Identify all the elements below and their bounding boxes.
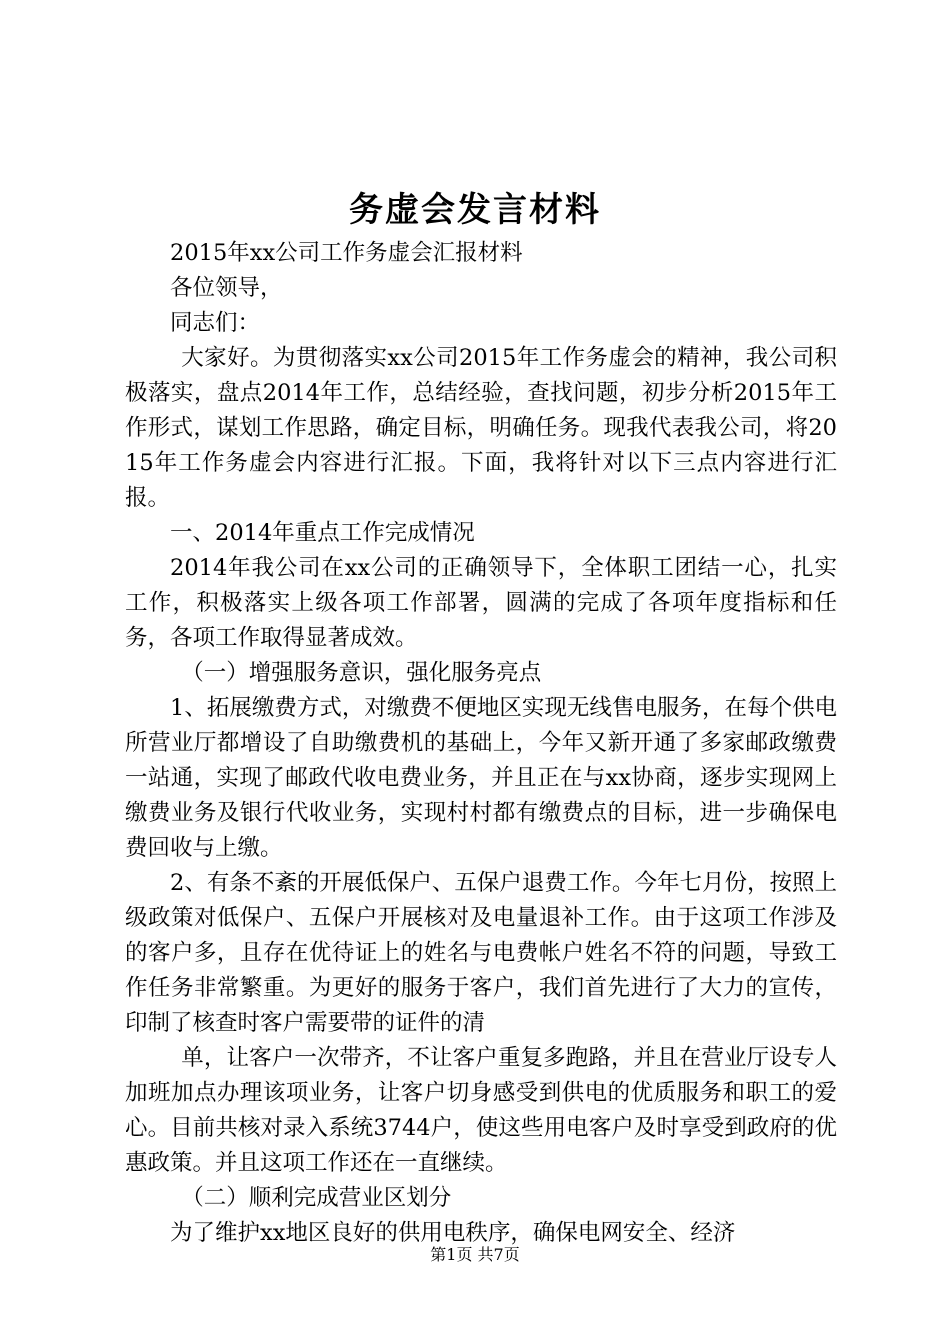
body-paragraph: 2014年我公司在xx公司的正确领导下，全体职工团结一心，扎实工作，积极落实上级各项工作部署，圆满的完成了各项年度指标和任务，各项工作取得显著成效。 [125, 555, 837, 651]
salutation-comrades: 同志们： [170, 310, 261, 336]
salutation-leaders: 各位领导， [170, 275, 283, 301]
document-body [125, 236, 837, 1251]
body-paragraph: 1、拓展缴费方式，对缴费不便地区实现无线售电服务，在每个供电所营业厅都增设了自助缴费机的基础上，今年又新开通了多家邮政缴费一站通，实现了邮政代收电费业务，并且正在与xx协商，逐步实现网上缴费业务及银行代收业务，实现村村都有缴费点的目标，进一步确保电费回收与上缴。 [125, 695, 837, 861]
body-paragraph: 单，让客户一次带齐，不让客户重复多跑路，并且在营业厅设专人加班加点办理该项业务，让客户切身感受到供电的优质服务和职工的爱心。目前共核对录入系统3744户，使这些用电客户及时享受到政府的优惠政策。并且这项工作还在一直继续。 [125, 1045, 837, 1176]
document-title: 务虚会发言材料 [349, 190, 601, 230]
report-heading: 2015年xx公司工作务虚会汇报材料 [170, 240, 523, 266]
opening-paragraph: 大家好。为贯彻落实xx公司2015年工作务虚会的精神，我公司积极落实，盘点2014年工作，总结经验，查找问题，初步分析2015年工作形式，谋划工作思路，确定目标，明确任务。现我代表我公司，将2015年工作务虚会内容进行汇报。下面，我将针对以下三点内容进行汇报。 [125, 345, 837, 511]
section-heading-1: 一、2014年重点工作完成情况 [170, 520, 475, 546]
subsection-heading-1: （一）增强服务意识，强化服务亮点 [181, 660, 542, 686]
page-footer: 第1页 共7页 [430, 1245, 520, 1264]
subsection-heading-2: （二）顺利完成营业区划分 [181, 1185, 452, 1211]
body-paragraph: 为了维护xx地区良好的供用电秩序，确保电网安全、经济 [170, 1220, 736, 1246]
body-paragraph: 2、有条不紊的开展低保户、五保户退费工作。今年七月份，按照上级政策对低保户、五保户开展核对及电量退补工作。由于这项工作涉及的客户多，且存在优待证上的姓名与电费帐户姓名不符的问题，导致工作任务非常繁重。为更好的服务于客户，我们首先进行了大力的宣传，印制了核查时客户需要带的证件的清 [125, 870, 837, 1036]
